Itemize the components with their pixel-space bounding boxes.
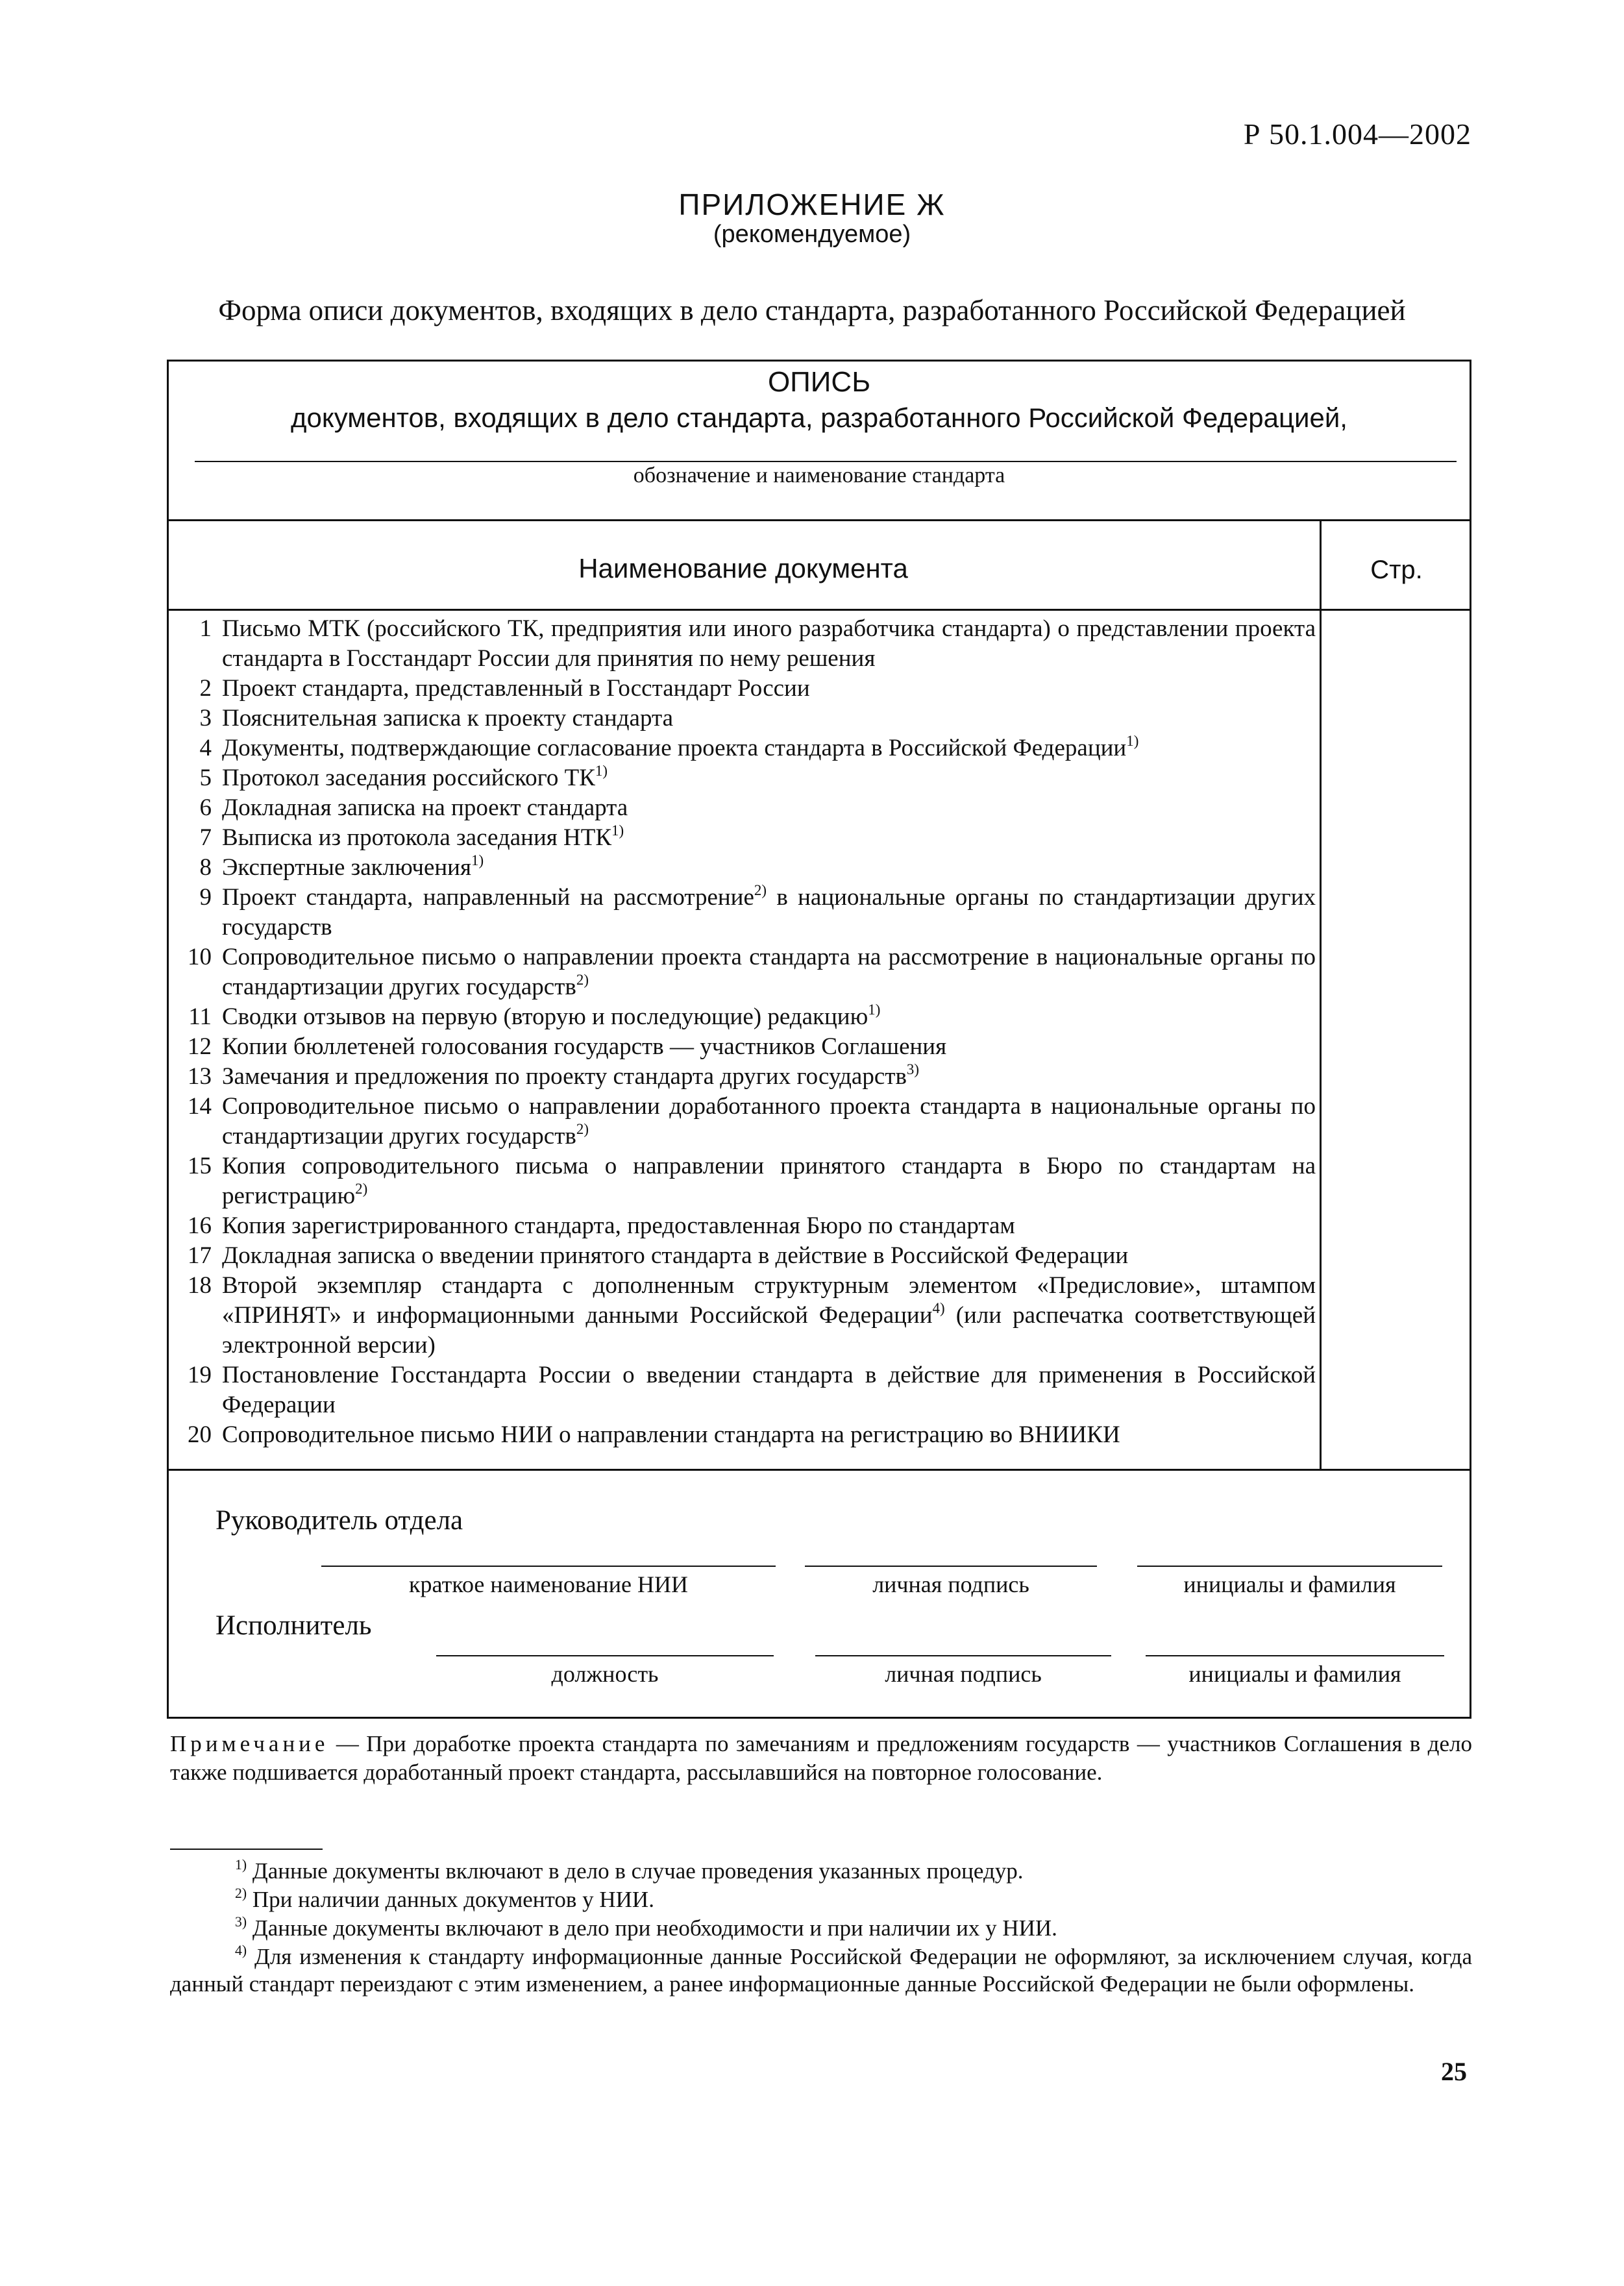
head-org-line — [321, 1566, 776, 1567]
page-number: 25 — [1441, 2057, 1467, 2086]
item-number: 14 — [188, 1093, 212, 1120]
item-number: 15 — [188, 1153, 212, 1179]
item-text: Сопроводительное письмо НИИ о направлении стандарта на регистрацию во ВНИИКИ — [222, 1421, 1120, 1448]
page-column-divider — [1320, 519, 1322, 1469]
footnote-ref: 2) — [576, 1121, 589, 1138]
item-number: 5 — [199, 765, 212, 791]
footnote-text: Данные документы включают в дело в случае проведения указанных процедур. — [252, 1858, 1024, 1884]
head-name-caption: инициалы и фамилия — [1183, 1571, 1396, 1597]
footnote-ref: 1) — [595, 763, 608, 780]
list-item — [170, 763, 1316, 793]
item-text: Выписка из протокола заседания НТК — [222, 824, 612, 851]
footnote-ref: 1) — [1126, 733, 1139, 750]
inventory-title: ОПИСЬ — [767, 366, 871, 398]
list-item — [170, 1241, 1316, 1271]
inventory-subtitle: документов, входящих в дело стандарта, разработанного Российской Федерацией, — [291, 402, 1347, 433]
item-number: 20 — [188, 1421, 212, 1448]
list-item — [170, 1062, 1316, 1092]
list-item — [170, 883, 1316, 942]
appendix-title: ПРИЛОЖЕНИЕ Ж — [678, 188, 946, 221]
item-number: 19 — [188, 1362, 212, 1388]
list-item — [170, 1211, 1316, 1241]
item-text: Документы, подтверждающие согласование проекта стандарта в Российской Федерации — [222, 735, 1127, 761]
item-number: 11 — [188, 1003, 212, 1030]
item-text: Сводки отзывов на первую (вторую и последующие) редакцию — [222, 1003, 868, 1030]
footnote-1 — [170, 1858, 1472, 1885]
list-item — [170, 853, 1316, 883]
item-number: 6 — [199, 794, 212, 821]
footnote-rule — [170, 1849, 323, 1850]
item-number: 16 — [188, 1212, 212, 1239]
footnote-ref: 1) — [471, 852, 484, 869]
document-list — [170, 614, 1316, 1450]
item-text: Протокол заседания российского ТК — [222, 765, 595, 791]
item-number: 10 — [188, 944, 212, 970]
head-sign-caption: личная подпись — [872, 1571, 1029, 1597]
item-text: Второй экземпляр стандарта с дополненным структурным элементом «Предисловие», штампом «ПРИНЯТ» и информационными данными Российской Федерации — [222, 1272, 1316, 1329]
footnote-ref: 2) — [576, 972, 589, 989]
item-text-continued: (или распечатка соответствующей электронной версии) — [222, 1302, 1316, 1358]
item-text: Постановление Госстандарта России о введении стандарта в действие для применения в Российской Федерации — [222, 1362, 1316, 1418]
item-text: Проект стандарта, представленный в Госстандарт России — [222, 675, 810, 702]
item-number: 1 — [199, 615, 212, 642]
head-sign-line — [805, 1566, 1097, 1567]
footnote-4 — [170, 1943, 1472, 1998]
head-of-department-label: Руководитель отдела — [215, 1505, 463, 1536]
footnote-ref: 2) — [754, 882, 767, 899]
list-item — [170, 793, 1316, 823]
item-number: 8 — [199, 854, 212, 881]
item-text: Замечания и предложения по проекту стандарта других государств — [222, 1063, 907, 1090]
note-label: Примечание — [170, 1731, 329, 1756]
list-item — [170, 823, 1316, 853]
designation-fill-line — [195, 461, 1457, 462]
executor-label: Исполнитель — [215, 1610, 372, 1641]
list-item — [170, 1032, 1316, 1062]
list-item — [170, 1360, 1316, 1420]
item-text: Пояснительная записка к проекту стандарта — [222, 705, 674, 731]
item-text: Сопроводительное письмо о направлении проекта стандарта на рассмотрение в национальные органы по стандартизации других государств — [222, 944, 1316, 1000]
item-number: 2 — [199, 675, 212, 702]
footnote-mark: 1) — [235, 1856, 247, 1873]
column-header-name: Наименование документа — [578, 553, 908, 584]
footnote-ref: 2) — [355, 1181, 368, 1198]
item-text: Сопроводительное письмо о направлении доработанного проекта стандарта в национальные органы по стандартизации других государств — [222, 1093, 1316, 1149]
exec-sign-line — [815, 1655, 1111, 1656]
signature-divider — [167, 1469, 1471, 1471]
exec-position-line — [436, 1655, 774, 1656]
item-text: Докладная записка на проект стандарта — [222, 794, 628, 821]
list-item — [170, 1092, 1316, 1151]
item-text: Докладная записка о введении принятого стандарта в действие в Российской Федерации — [222, 1242, 1129, 1269]
designation-caption: обозначение и наименование стандарта — [633, 463, 1005, 487]
footnote-mark: 3) — [235, 1913, 247, 1930]
list-item — [170, 614, 1316, 674]
form-caption: Форма описи документов, входящих в дело стандарта, разработанного Российской Федерацией — [218, 294, 1406, 326]
item-text: Проект стандарта, направленный на рассмотрение — [222, 884, 754, 911]
header-divider — [167, 519, 1471, 521]
item-number: 3 — [199, 705, 212, 731]
list-item — [170, 704, 1316, 733]
item-number: 4 — [199, 735, 212, 761]
list-item — [170, 1420, 1316, 1450]
item-text: Копии бюллетеней голосования государств — участников Соглашения — [222, 1033, 947, 1060]
footnote-ref: 1) — [611, 822, 624, 839]
appendix-subtitle: (рекомендуемое) — [713, 221, 911, 248]
footnote-ref: 3) — [906, 1061, 920, 1078]
footnote-ref: 1) — [868, 1002, 881, 1018]
head-org-caption: краткое наименование НИИ — [409, 1571, 688, 1597]
footnote-text: Для изменения к стандарту информационные данные Российской Федерации не оформляют, за исключением случая, когда данный стандарт переиздают с этим изменением, а ранее информационные данные Российской Федерации не были оформлены. — [170, 1944, 1472, 1997]
exec-position-caption: должность — [551, 1661, 659, 1687]
item-text: Письмо МТК (российского ТК, предприятия или иного разработчика стандарта) о представлении проекта стандарта в Госстандарт России для принятия по нему решения — [222, 615, 1316, 672]
list-item — [170, 1271, 1316, 1360]
note-paragraph — [170, 1730, 1472, 1787]
exec-name-caption: инициалы и фамилия — [1188, 1661, 1401, 1687]
document-code: Р 50.1.004—2002 — [1243, 117, 1471, 151]
item-number: 9 — [199, 884, 212, 911]
item-number: 12 — [188, 1033, 212, 1060]
list-item — [170, 942, 1316, 1002]
item-number: 17 — [188, 1242, 212, 1269]
item-text: Экспертные заключения — [222, 854, 472, 881]
footnote-mark: 2) — [235, 1885, 247, 1901]
footnote-text: Данные документы включают в дело при необходимости и при наличии их у НИИ. — [252, 1915, 1057, 1941]
item-number: 18 — [188, 1272, 212, 1299]
item-text-continued: в национальные органы по стандартизации других государств — [222, 884, 1316, 940]
exec-sign-caption: личная подпись — [885, 1661, 1042, 1687]
column-header-divider — [167, 609, 1471, 611]
head-name-line — [1137, 1566, 1442, 1567]
item-number: 7 — [199, 824, 212, 851]
footnote-ref: 4) — [932, 1300, 945, 1317]
footnote-text: При наличии данных документов у НИИ. — [252, 1887, 654, 1912]
list-item — [170, 674, 1316, 704]
exec-name-line — [1146, 1655, 1444, 1656]
item-number: 13 — [188, 1063, 212, 1090]
footnote-mark: 4) — [235, 1942, 247, 1958]
footnote-2 — [170, 1886, 1472, 1913]
item-text: Копия зарегистрированного стандарта, предоставленная Бюро по стандартам — [222, 1212, 1015, 1239]
item-text: Копия сопроводительного письма о направлении принятого стандарта в Бюро по стандартам на регистрацию — [222, 1153, 1316, 1209]
list-item — [170, 1151, 1316, 1211]
list-item — [170, 733, 1316, 763]
list-item — [170, 1002, 1316, 1032]
footnote-3 — [170, 1915, 1472, 1942]
column-header-page: Стр. — [1370, 556, 1423, 584]
note-text: — При доработке проекта стандарта по замечаниям и предложениям государств — участников Соглашения в дело также подшивается доработанный проект стандарта, рассылавшийся на повторное голосование. — [170, 1731, 1472, 1785]
